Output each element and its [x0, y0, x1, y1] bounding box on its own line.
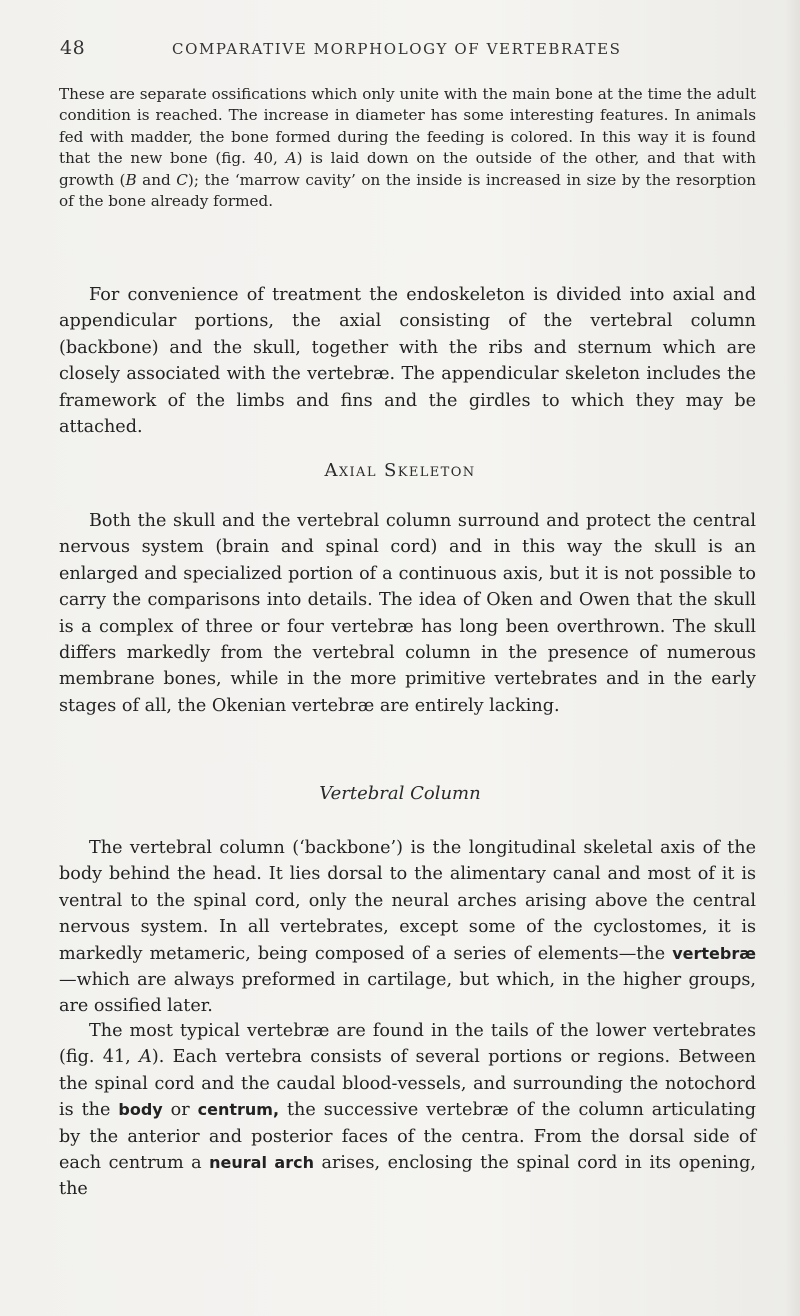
sub-heading: Vertebral Column: [319, 783, 481, 804]
text-segment: or: [162, 1100, 198, 1121]
text-segment: ). Each vertebra consists of several portions or regions. Between the spinal cord and the caudal blood-vessels, and surrounding the notochord is the: [59, 1047, 756, 1121]
text-segment: These are separate ossifications which only unite with the main bone at the time the adult condition is reached. The increase in diameter has some interesting features. In animals fed with madder, the bone formed during the feeding is colored. In this way it is found that the new bone (fig. 40,: [59, 85, 756, 168]
figure-reference: C: [176, 170, 188, 189]
text-segment: ); the ‘marrow cavity’ on the inside is increased in size by the resorption of the bone already formed.: [59, 170, 757, 211]
figure-reference: B: [125, 170, 137, 189]
paragraph-vertebral-column: [59, 835, 756, 1020]
paragraph-axial-skeleton: Both the skull and the vertebral column surround and protect the central nervous system (brain and spinal cord) and in this way the skull is an enlarged and specialized portion of a continuous axis, but it is not possible to carry the comparisons into details. The idea of Oken and Owen that the skull is a complex of three or four vertebræ has long been overthrown. The skull differs markedly from the vertebral column in the presence of numerous membrane bones, while in the more primitive vertebrates and in the early stages of all, the Okenian vertebræ are entirely lacking.: [59, 511, 756, 716]
text-segment: ) is laid down on the outside of the other, and that with growth (: [59, 149, 756, 189]
text-segment: and: [136, 170, 177, 189]
text-segment: —which are always preformed in cartilage, but which, in the higher groups, are ossified later.: [59, 970, 756, 1017]
term-neural-arch: neural arch: [209, 1153, 314, 1173]
text-segment: The vertebral column (‘backbone’) is the longitudinal skeletal axis of the body behind the head. It lies dorsal to the alimentary canal and most of it is ventral to the spinal cord, only the neural arches arising above the central nervous system. In all vertebrates, except some of the cyclostomes, it is markedly metameric, being composed of a series of elements—the: [59, 838, 756, 964]
text-segment: arises, enclosing the spinal cord in its opening, the: [59, 1153, 756, 1200]
page-number: 48: [60, 37, 86, 59]
figure-reference: A: [285, 149, 297, 168]
text-segment: the successive vertebræ of the column articulating by the anterior and posterior faces of the centra. From the dorsal side of each centrum a: [59, 1100, 756, 1174]
page-edge-shadow: [786, 0, 800, 1316]
page-header: [60, 37, 750, 65]
term-centrum: centrum,: [197, 1100, 280, 1120]
paragraph-endoskeleton: For convenience of treatment the endoskeleton is divided into axial and appendicular portions, the axial consisting of the vertebral column (backbone) and the skull, together with the ribs and sternum which are closely associated with the vertebræ. The appendicular skeleton includes the framework of the limbs and fins and the girdles to which they may be attached.: [59, 285, 756, 438]
paragraph-typical-vertebrae: [59, 1018, 756, 1203]
section-heading: Axial Skeleton: [324, 460, 476, 481]
running-head: COMPARATIVE MORPHOLOGY OF VERTEBRATES: [172, 40, 622, 58]
text-segment: The most typical vertebræ are found in the tails of the lower vertebrates (fig. 41,: [59, 1021, 756, 1068]
continued-paragraph: [59, 84, 756, 212]
figure-reference: A: [139, 1047, 152, 1068]
term-body: body: [118, 1100, 163, 1120]
term-vertebrae: vertebræ: [672, 943, 756, 963]
